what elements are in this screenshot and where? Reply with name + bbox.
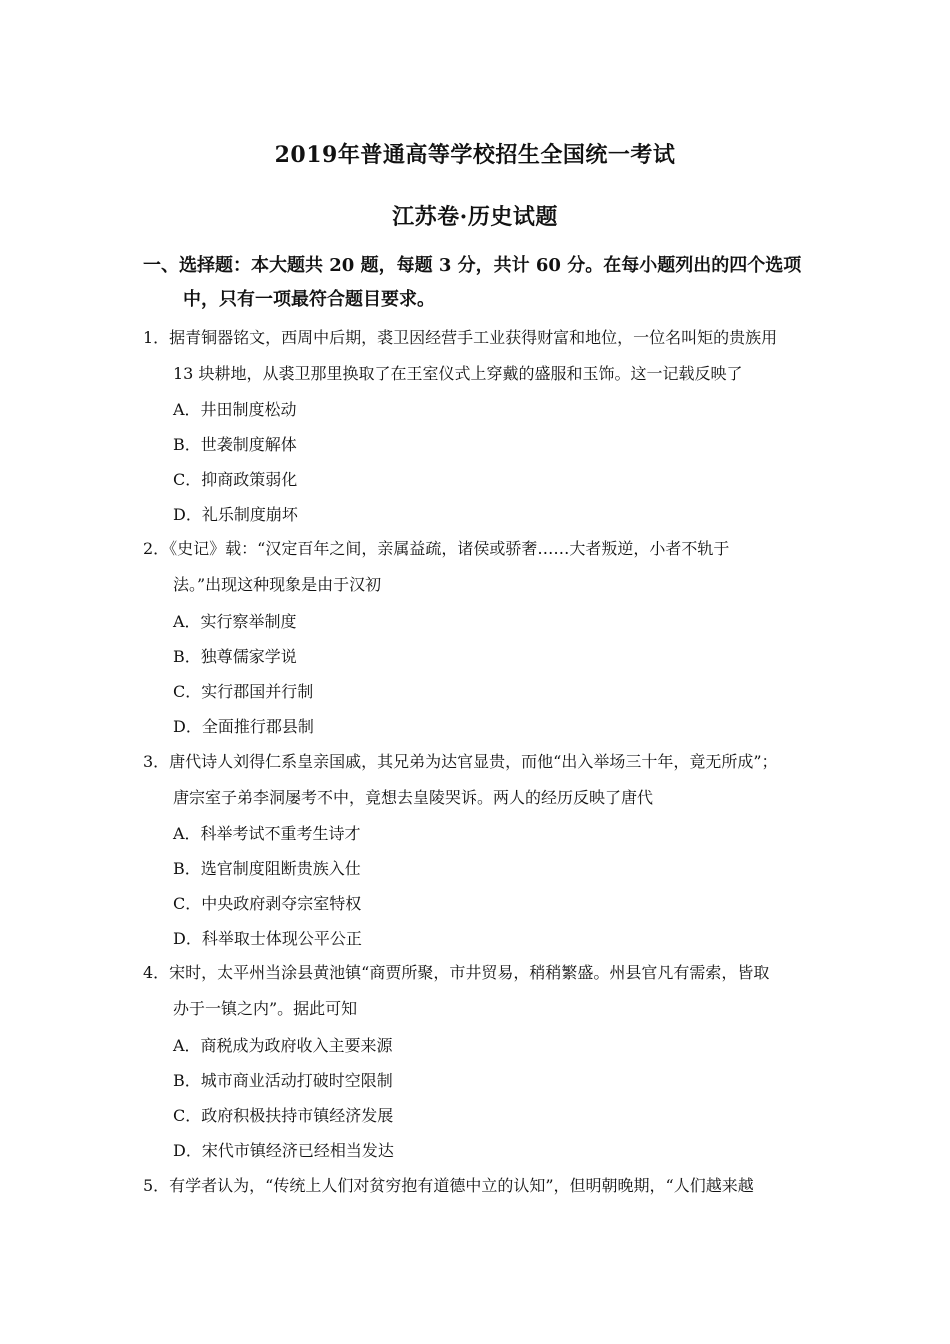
question-5: [143, 1168, 823, 1204]
section-line-1: 一、选择题：本大题共 20 题，每题 3 分，共计 60 分。在每小题列出的四个选项: [143, 255, 802, 276]
question-3-option-a[interactable]: A．科举考试不重考生诗才: [173, 824, 361, 843]
question-1-option-a[interactable]: A．井田制度松动: [173, 400, 297, 419]
question-5-line-1: 5．有学者认为，“传统上人们对贫穷抱有道德中立的认知”，但明朝晚期，“人们越来越: [143, 1176, 754, 1195]
question-1: [143, 320, 823, 392]
question-4-option-d[interactable]: D．宋代市镇经济已经相当发达: [173, 1141, 394, 1160]
question-4-option-c[interactable]: C．政府积极扶持市镇经济发展: [173, 1106, 394, 1125]
question-2-option-c[interactable]: C．实行郡国并行制: [173, 682, 314, 701]
section-instructions: [143, 249, 823, 317]
question-1-line-1: 1．据青铜器铭文，西周中后期，裘卫因经营手工业获得财富和地位，一位名叫矩的贵族用: [143, 328, 778, 347]
question-2-option-b[interactable]: B．独尊儒家学说: [173, 647, 297, 666]
question-2-option-a[interactable]: A．实行察举制度: [173, 612, 297, 631]
question-3-line-2: 唐宗室子弟李洞屡考不中，竟想去皇陵哭诉。两人的经历反映了唐代: [173, 788, 654, 807]
question-4-line-2: 办于一镇之内”。据此可知: [173, 999, 358, 1018]
question-2-line-2: 法。”出现这种现象是由于汉初: [173, 575, 382, 594]
question-4-line-1: 4．宋时，太平州当涂县黄池镇“商贾所聚，市井贸易，稍稍繁盛。州县官凡有需索，皆取: [143, 963, 770, 982]
exam-subtitle: 江苏卷·历史试题: [392, 204, 558, 230]
question-4: [143, 955, 823, 1027]
question-1-option-c[interactable]: C．抑商政策弱化: [173, 470, 298, 489]
question-1-option-d[interactable]: D．礼乐制度崩坏: [173, 505, 298, 524]
question-3-line-1: 3．唐代诗人刘得仁系皇亲国戚，其兄弟为达官显贵，而他“出入举场三十年，竟无所成”；: [143, 752, 778, 771]
question-4-option-a[interactable]: A．商税成为政府收入主要来源: [173, 1036, 393, 1055]
question-2: [143, 531, 823, 603]
question-2-line-1: 2．《史记》载：“汉定百年之间，亲属益疏，诸侯或骄奢……大者叛逆，小者不轨于: [143, 539, 730, 558]
exam-title: 2019年普通高等学校招生全国统一考试: [274, 142, 676, 168]
question-3-option-b[interactable]: B．选官制度阻断贵族入仕: [173, 859, 361, 878]
section-line-2: 中，只有一项最符合题目要求。: [183, 289, 435, 310]
question-3-option-d[interactable]: D．科举取士体现公平公正: [173, 929, 362, 948]
question-4-option-b[interactable]: B．城市商业活动打破时空限制: [173, 1071, 393, 1090]
question-1-line-2: 13 块耕地，从裘卫那里换取了在王室仪式上穿戴的盛服和玉饰。这一记载反映了: [173, 364, 743, 383]
question-3: [143, 744, 823, 816]
question-3-option-c[interactable]: C．中央政府剥夺宗室特权: [173, 894, 362, 913]
question-1-option-b[interactable]: B．世袭制度解体: [173, 435, 297, 454]
question-2-option-d[interactable]: D．全面推行郡县制: [173, 717, 314, 736]
